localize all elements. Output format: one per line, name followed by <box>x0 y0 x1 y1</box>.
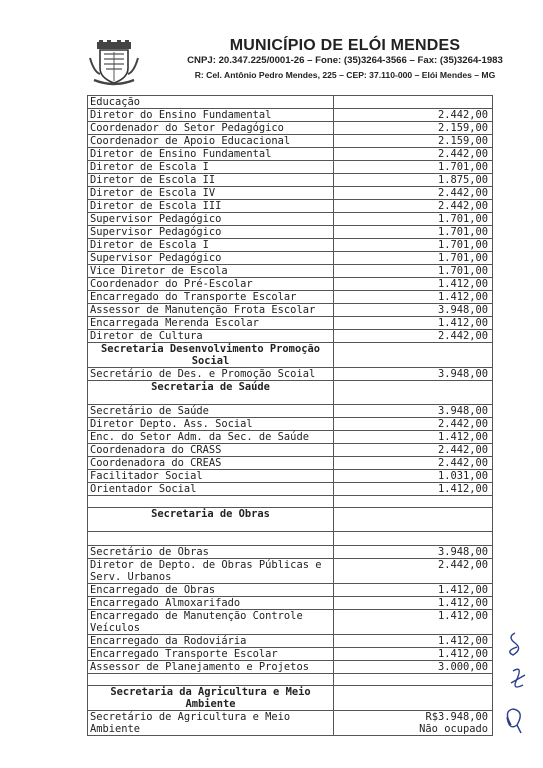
salary-value <box>334 381 493 405</box>
section-header-row <box>88 508 493 532</box>
table-row <box>88 148 493 161</box>
salary-value: 1.701,00 <box>334 226 493 239</box>
position-title: Coordenador do Setor Pedagógico <box>88 122 334 135</box>
table-row <box>88 161 493 174</box>
table-row <box>88 584 493 597</box>
salary-value: 3.000,00 <box>334 661 493 674</box>
salary-value: 1.412,00 <box>334 317 493 330</box>
table-row <box>88 174 493 187</box>
position-title: Diretor de Escola I <box>88 239 334 252</box>
position-title: Diretor de Cultura <box>88 330 334 343</box>
position-title <box>88 532 334 546</box>
table-row <box>88 483 493 496</box>
salary-value: 1.412,00 <box>334 648 493 661</box>
salary-value: 1.412,00 <box>334 291 493 304</box>
table-row <box>88 405 493 418</box>
blank-row <box>88 532 493 546</box>
salary-value: 1.701,00 <box>334 213 493 226</box>
table-row <box>88 597 493 610</box>
document-header <box>0 0 543 92</box>
salary-value: 3.948,00 <box>334 405 493 418</box>
position-title: Coordenadora do CREAS <box>88 457 334 470</box>
salary-value: 1.875,00 <box>334 174 493 187</box>
table-row <box>88 304 493 317</box>
position-title: Diretor de Escola II <box>88 174 334 187</box>
table-row <box>88 546 493 559</box>
table-row <box>88 122 493 135</box>
table-row <box>88 470 493 483</box>
table-row <box>88 418 493 431</box>
section-title: Secretaria de Obras <box>88 508 334 532</box>
section-header-row <box>88 343 493 368</box>
salary-value-text: R$3.948,00 <box>425 711 488 723</box>
table-row <box>88 559 493 584</box>
position-title: Supervisor Pedagógico <box>88 252 334 265</box>
position-title: Supervisor Pedagógico <box>88 213 334 226</box>
table-row <box>88 226 493 239</box>
salary-value: 1.701,00 <box>334 265 493 278</box>
salary-value <box>334 496 493 508</box>
table-row <box>88 368 493 381</box>
blank-row <box>88 674 493 686</box>
salary-value: 1.701,00 <box>334 239 493 252</box>
salary-value: 2.442,00 <box>334 559 493 584</box>
table-row <box>88 187 493 200</box>
salary-value: 1.701,00 <box>334 161 493 174</box>
table-row <box>88 661 493 674</box>
position-title: Encarregado de Obras <box>88 584 334 597</box>
position-title: Secretário de Agricultura e Meio Ambiente <box>88 711 334 736</box>
salary-value: 2.442,00 <box>334 109 493 122</box>
position-title: Diretor de Escola I <box>88 161 334 174</box>
position-title: Secretário de Obras <box>88 546 334 559</box>
salary-value <box>334 96 493 109</box>
address-line: R: Cel. Antônio Pedro Mendes, 225 – CEP: 37.110-000 – Elói Mendes – MG <box>194 70 496 80</box>
handwritten-initials-signature <box>495 625 543 745</box>
position-title: Encarregado da Rodoviária <box>88 635 334 648</box>
position-title: Encarregado do Transporte Escolar <box>88 291 334 304</box>
table-row <box>88 200 493 213</box>
salary-value: 2.442,00 <box>334 200 493 213</box>
section-title: Secretaria da Agricultura e Meio Ambiente <box>88 686 334 711</box>
table-row <box>88 291 493 304</box>
table-row <box>88 444 493 457</box>
position-title: Vice Diretor de Escola <box>88 265 334 278</box>
table-row <box>88 635 493 648</box>
position-title: Diretor do Ensino Fundamental <box>88 109 334 122</box>
section-header-row <box>88 686 493 711</box>
salary-value <box>334 343 493 368</box>
blank-row <box>88 496 493 508</box>
section-title: Secretaria de Saúde <box>88 381 334 405</box>
table-row <box>88 431 493 444</box>
position-title: Diretor de Depto. de Obras Públicas e Serv. Urbanos <box>88 559 334 584</box>
position-title: Coordenadora do CRASS <box>88 444 334 457</box>
position-title: Diretor Depto. Ass. Social <box>88 418 334 431</box>
table-row <box>88 252 493 265</box>
salary-value: 1.412,00 <box>334 635 493 648</box>
salary-value <box>334 711 493 736</box>
table-row <box>88 317 493 330</box>
salary-table <box>87 95 493 736</box>
position-title: Enc. do Setor Adm. da Sec. de Saúde <box>88 431 334 444</box>
salary-value <box>334 686 493 711</box>
position-title: Encarregado de Manutenção Controle Veículos <box>88 610 334 635</box>
occupancy-status: Não ocupado <box>419 723 488 735</box>
salary-value: 1.412,00 <box>334 431 493 444</box>
salary-value: 1.701,00 <box>334 252 493 265</box>
section-title: Secretaria Desenvolvimento Promoção Social <box>88 343 334 368</box>
position-title: Assessor de Planejamento e Projetos <box>88 661 334 674</box>
salary-value: 2.159,00 <box>334 135 493 148</box>
salary-value: 3.948,00 <box>334 546 493 559</box>
position-title: Secretário de Des. e Promoção Scoial <box>88 368 334 381</box>
position-title: Coordenador de Apoio Educacional <box>88 135 334 148</box>
salary-value: 2.442,00 <box>334 148 493 161</box>
table-row <box>88 711 493 736</box>
contact-line: CNPJ: 20.347.225/0001-26 – Fone: (35)3264-3566 – Fax: (35)3264-1983 <box>187 55 503 66</box>
salary-value: 1.412,00 <box>334 610 493 635</box>
position-title: Encarregado Transporte Escolar <box>88 648 334 661</box>
section-header-row <box>88 381 493 405</box>
table-row <box>88 135 493 148</box>
table-row <box>88 610 493 635</box>
position-title: Supervisor Pedagógico <box>88 226 334 239</box>
position-title: Secretário de Saúde <box>88 405 334 418</box>
table-row <box>88 648 493 661</box>
table-row <box>88 265 493 278</box>
salary-value: 1.412,00 <box>334 597 493 610</box>
municipality-title: MUNICÍPIO DE ELÓI MENDES <box>229 37 461 54</box>
position-title: Diretor de Escola III <box>88 200 334 213</box>
table-row <box>88 96 493 109</box>
municipal-coat-of-arms-icon <box>88 40 140 86</box>
position-title: Encarregada Merenda Escolar <box>88 317 334 330</box>
position-title: Orientador Social <box>88 483 334 496</box>
salary-value: 2.442,00 <box>334 444 493 457</box>
table-row <box>88 457 493 470</box>
position-title: Diretor de Escola IV <box>88 187 334 200</box>
salary-value: 2.442,00 <box>334 330 493 343</box>
table-row <box>88 213 493 226</box>
position-title <box>88 496 334 508</box>
table-row <box>88 239 493 252</box>
salary-value: 3.948,00 <box>334 304 493 317</box>
salary-value: 1.412,00 <box>334 278 493 291</box>
salary-table-body <box>88 96 493 736</box>
salary-value <box>334 674 493 686</box>
position-title: Diretor de Ensino Fundamental <box>88 148 334 161</box>
salary-value <box>334 508 493 532</box>
salary-value: 2.159,00 <box>334 122 493 135</box>
table-row <box>88 278 493 291</box>
salary-value: 2.442,00 <box>334 418 493 431</box>
salary-value: 1.031,00 <box>334 470 493 483</box>
salary-value: 1.412,00 <box>334 483 493 496</box>
position-title: Assessor de Manutenção Frota Escolar <box>88 304 334 317</box>
salary-value: 1.412,00 <box>334 584 493 597</box>
table-row <box>88 330 493 343</box>
salary-value <box>334 532 493 546</box>
position-title: Coordenador do Pré-Escolar <box>88 278 334 291</box>
salary-value: 2.442,00 <box>334 187 493 200</box>
position-title: Educação <box>88 96 334 109</box>
position-title <box>88 674 334 686</box>
position-title: Facilitador Social <box>88 470 334 483</box>
table-row <box>88 109 493 122</box>
salary-value: 3.948,00 <box>334 368 493 381</box>
salary-value: 2.442,00 <box>334 457 493 470</box>
position-title: Encarregado Almoxarifado <box>88 597 334 610</box>
